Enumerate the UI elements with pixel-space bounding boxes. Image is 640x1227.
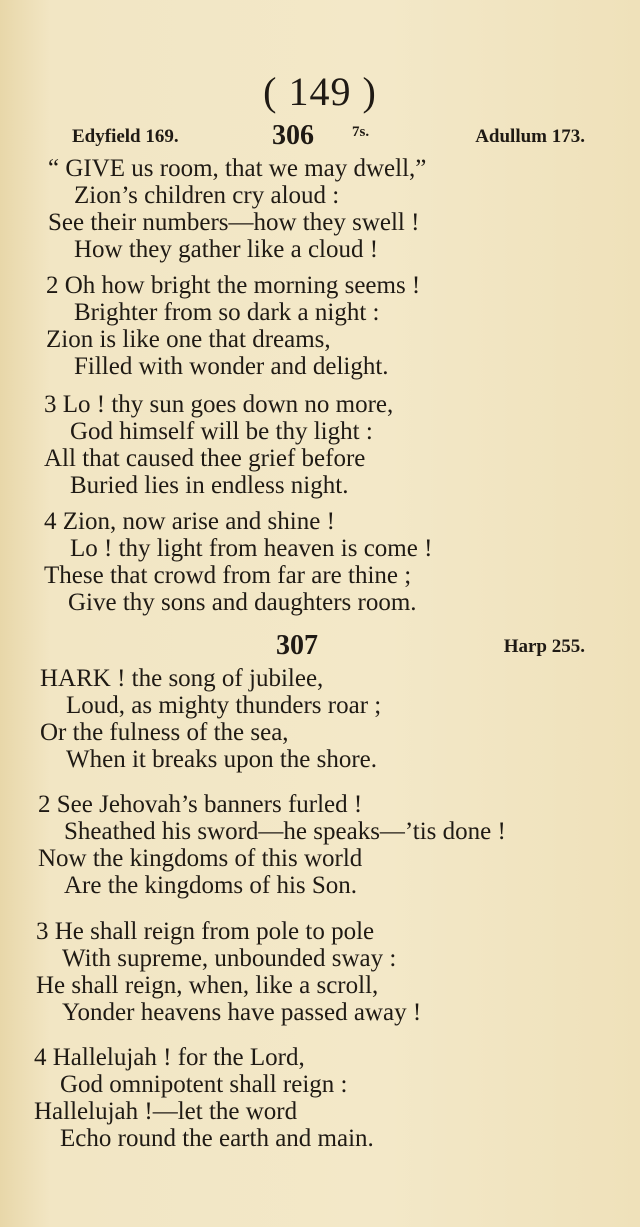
verse-line: Echo round the earth and main. (60, 1125, 374, 1152)
tune-right: Harp 255. (503, 636, 585, 657)
hymn-header-306 (0, 120, 640, 150)
page-number: ( 149 ) (263, 69, 377, 114)
hymn-number: 306 (272, 120, 314, 151)
verse-line: Zion’s children cry aloud : (74, 182, 340, 209)
verse-line: These that crowd from far are thine ; (44, 562, 412, 589)
verse-line: With supreme, unbounded sway : (62, 945, 397, 972)
hymn-number: 307 (276, 630, 318, 661)
verse-line: 2 Oh how bright the morning seems ! (46, 272, 421, 299)
verse-line: Are the kingdoms of his Son. (64, 872, 358, 899)
verse-line: All that caused thee grief before (44, 445, 366, 472)
tune-left: Edyfield 169. (72, 126, 179, 147)
verse-line: Buried lies in endless night. (70, 472, 349, 499)
verse-line: Give thy sons and daughters room. (68, 589, 417, 616)
verse-line: Loud, as mighty thunders roar ; (66, 692, 382, 719)
meter: 7s. (352, 124, 370, 140)
verse-line: Zion is like one that dreams, (46, 326, 331, 353)
tune-right: Adullum 173. (475, 126, 585, 147)
verse-line: Sheathed his sword—he speaks—’tis done ! (64, 818, 506, 845)
verse-line: 3 He shall reign from pole to pole (36, 918, 375, 945)
verse-line: HARK ! the song of jubilee, (40, 665, 324, 692)
verse-line: Hallelujah !—let the word (34, 1098, 298, 1125)
verse-line: 2 See Jehovah’s banners furled ! (38, 791, 363, 818)
verse-line: 4 Hallelujah ! for the Lord, (34, 1044, 305, 1071)
verse-line: God omnipotent shall reign : (60, 1071, 348, 1098)
verse-line: He shall reign, when, like a scroll, (36, 972, 379, 999)
verse-line: Yonder heavens have passed away ! (62, 999, 422, 1026)
verse-line: When it breaks upon the shore. (66, 746, 378, 773)
hymn-header-307 (0, 630, 640, 660)
verse-line: See their numbers—how they swell ! (48, 209, 420, 236)
verse-line: “ GIVE us room, that we may dwell,” (48, 155, 427, 182)
verse-line: God himself will be thy light : (70, 418, 373, 445)
verse-line: Lo ! thy light from heaven is come ! (70, 535, 433, 562)
verse-line: Now the kingdoms of this world (38, 845, 363, 872)
verse-line: 3 Lo ! thy sun goes down no more, (44, 391, 394, 418)
verse-line: 4 Zion, now arise and shine ! (44, 508, 335, 535)
verse-line: Or the fulness of the sea, (40, 719, 289, 746)
verse-line: Brighter from so dark a night : (74, 299, 380, 326)
verse-line: How they gather like a cloud ! (74, 236, 379, 263)
verse-line: Filled with wonder and delight. (74, 353, 389, 380)
